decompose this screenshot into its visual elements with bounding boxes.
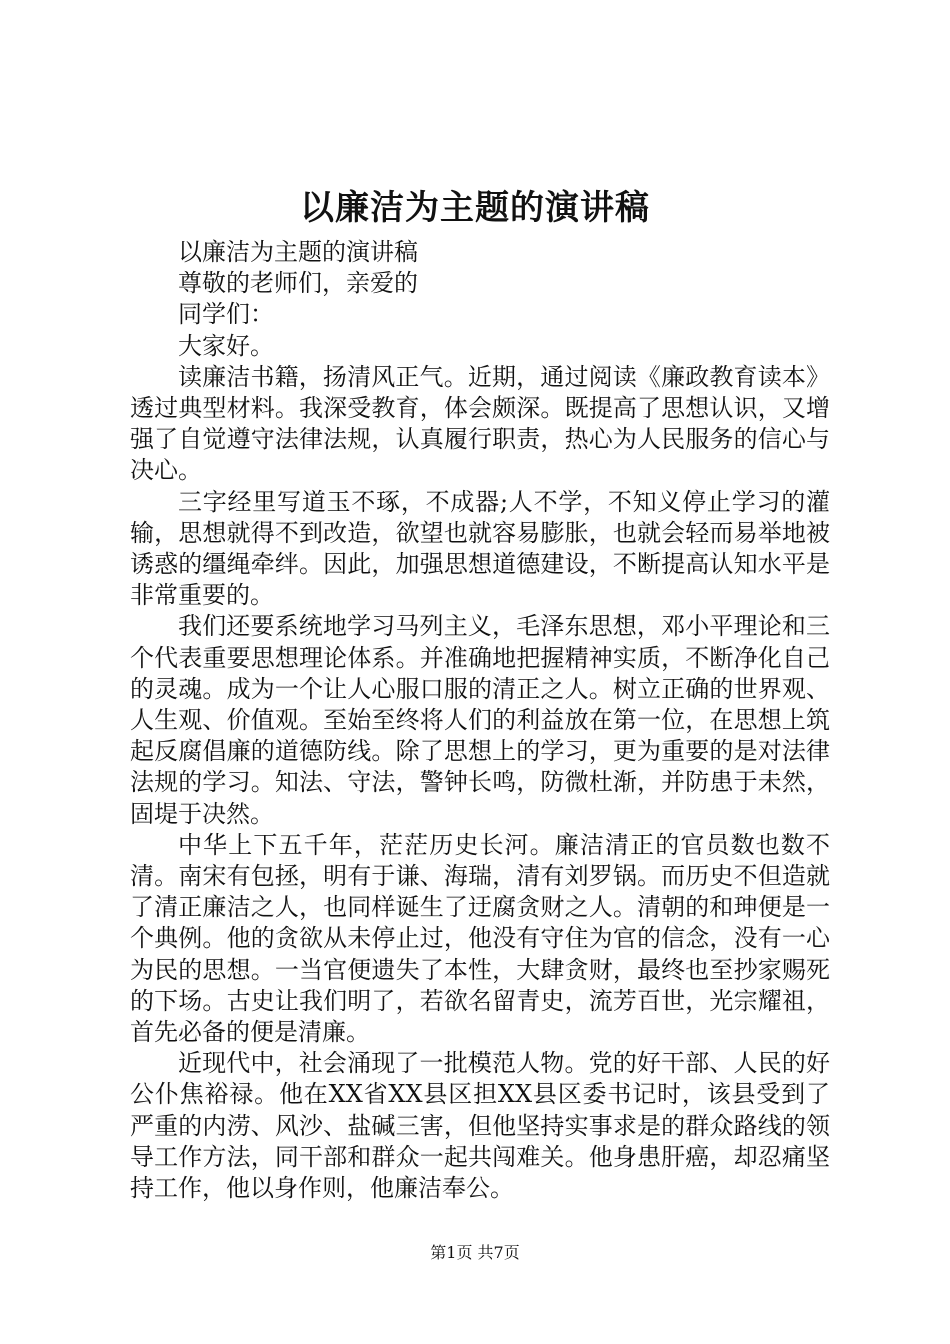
document-title: 以廉洁为主题的演讲稿: [300, 188, 650, 228]
paragraph-subtitle: 以廉洁为主题的演讲稿: [178, 238, 418, 266]
paragraph-greeting: 大家好。: [178, 331, 274, 360]
paragraph-body: 近现代中，社会涌现了一批模范人物。党的好干部、人民的好公仆焦裕禄。他在XX省XX县区担XX县区委书记时，该县受到了严重的内涝、风沙、盐碱三害，但他坚持实事求是的群众路线的领导工作方法，同干部和群众一起共闯难关。他身患肝癌，却忍痛坚持工作，他以身作则，他廉洁奉公。: [130, 1049, 830, 1203]
paragraph-body: 我们还要系统地学习马列主义，毛泽东思想，邓小平理论和三个代表重要思想理论体系。并准确地把握精神实质，不断净化自己的灵魂。成为一个让人心服口服的清正之人。树立正确的世界观、人生观、价值观。至始至终将人们的利益放在第一位，在思想上筑起反腐倡廉的道德防线。除了思想上的学习，更为重要的是对法律法规的学习。知法、守法，警钟长鸣，防微杜渐，并防患于未然，固堤于决然。: [130, 612, 830, 828]
page-number-footer: 第1页 共7页: [430, 1243, 520, 1262]
paragraph-body: 中华上下五千年，茫茫历史长河。廉洁清正的官员数也数不清。南宋有包拯，明有于谦、海瑞，清有刘罗锅。而历史不但造就了清正廉洁之人，也同样诞生了迂腐贪财之人。清朝的和珅便是一个典例。他的贪欲从未停止过，他没有守住为官的信念，没有一心为民的思想。一当官便遗失了本性，大肆贪财，最终也至抄家赐死的下场。古史让我们明了，若欲名留青史，流芳百世，光宗耀祖，首先必备的便是清廉。: [130, 830, 830, 1047]
paragraph-salutation: 尊敬的老师们，亲爱的: [178, 269, 418, 298]
paragraph-body: 读廉洁书籍，扬清风正气。近期，通过阅读《廉政教育读本》透过典型材料。我深受教育，体会颇深。既提高了思想认识，又增强了自觉遵守法律法规，认真履行职责，热心为人民服务的信心与决心。: [130, 362, 830, 485]
paragraph-salutation-cont: 同学们：: [178, 300, 274, 329]
paragraph-body: 三字经里写道玉不琢，不成器;人不学，不知义停止学习的灌输，思想就得不到改造，欲望也就容易膨胀，也就会轻而易举地被诱惑的缰绳牵绊。因此，加强思想道德建设，不断提高认知水平是非常重要的。: [130, 487, 830, 610]
document-body: [130, 237, 830, 1204]
